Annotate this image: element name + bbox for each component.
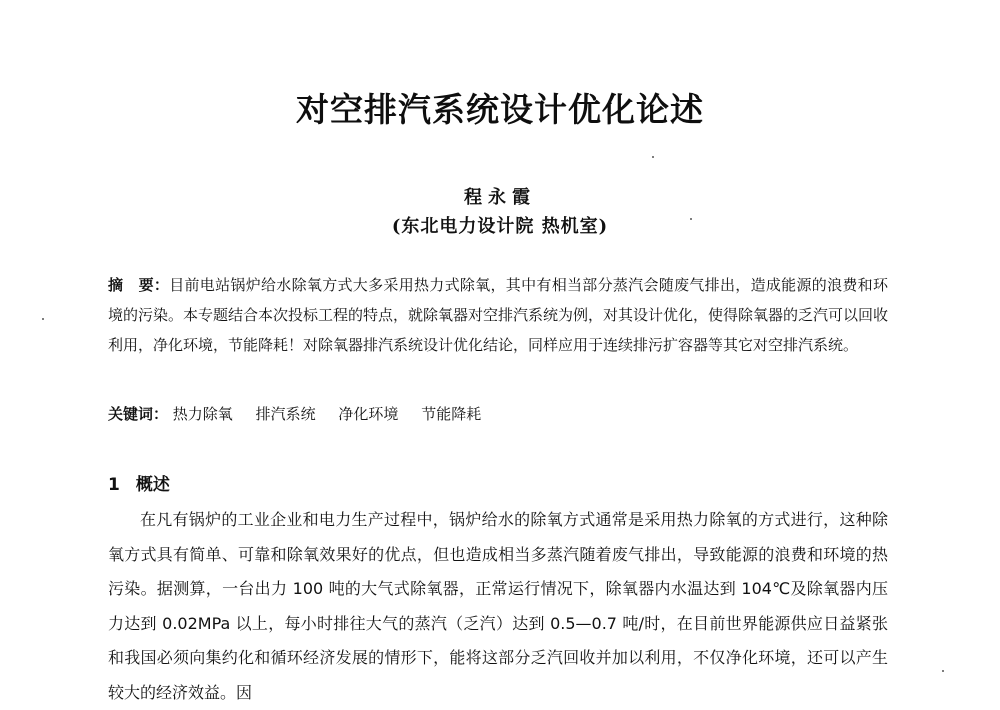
abstract-text: 目前电站锅炉给水除氧方式大多采用热力式除氧，其中有相当部分蒸汽会随废气排出，造成能源的浪费和环境的污染。本专题结合本次投标工程的特点，就除氧器对空排汽系统为例，对其设计优化，使得除氧器的乏汽可以回收利用，净化环境，节能降耗！对除氧器排汽系统设计优化结论，同样应用于连续排污扩容器等其它对空排汽系统。 <box>108 276 889 354</box>
scan-speck <box>942 670 944 672</box>
keyword: 节能降耗 <box>421 405 482 423</box>
author-name: 程永霞 <box>464 187 536 208</box>
author-affiliation: (东北电力设计院 热机室) <box>391 216 609 237</box>
section-number: 1 <box>108 475 120 495</box>
scan-speck <box>652 156 654 158</box>
paper-title: 对空排汽系统设计优化论述 <box>296 90 704 129</box>
section-heading <box>108 470 170 495</box>
keywords <box>108 402 888 426</box>
keywords-label: 关键词： <box>108 405 169 423</box>
scan-speck <box>42 318 44 320</box>
keyword: 排汽系统 <box>255 405 316 423</box>
abstract-label: 摘 要： <box>108 276 170 294</box>
keyword: 热力除氧 <box>172 405 233 423</box>
section-title: 概述 <box>135 475 170 495</box>
keyword: 净化环境 <box>338 405 399 423</box>
body-paragraph: 在凡有锅炉的工业企业和电力生产过程中，锅炉给水的除氧方式通常是采用热力除氧的方式进行，这种除氧方式具有简单、可靠和除氧效果好的优点，但也造成相当多蒸汽随着废气排出，导致能源的浪费和环境的热污染。据测算，一台出力 100 吨的大气式除氧器，正常运行情况下，除氧器内水温达到 104℃及除氧器内压力达到 0.02MPa 以上，每小时排往大气的蒸汽（乏汽）达到 0.5—0.7 吨/时，在目前世界能源供应日益紧张和我国必须向集约化和循环经济发展的情形下，能将这部分乏汽回收并加以利用，不仅净化环境，还可以产生较大的经济效益。因 <box>108 510 888 702</box>
scan-speck <box>690 218 692 220</box>
abstract <box>108 270 888 360</box>
